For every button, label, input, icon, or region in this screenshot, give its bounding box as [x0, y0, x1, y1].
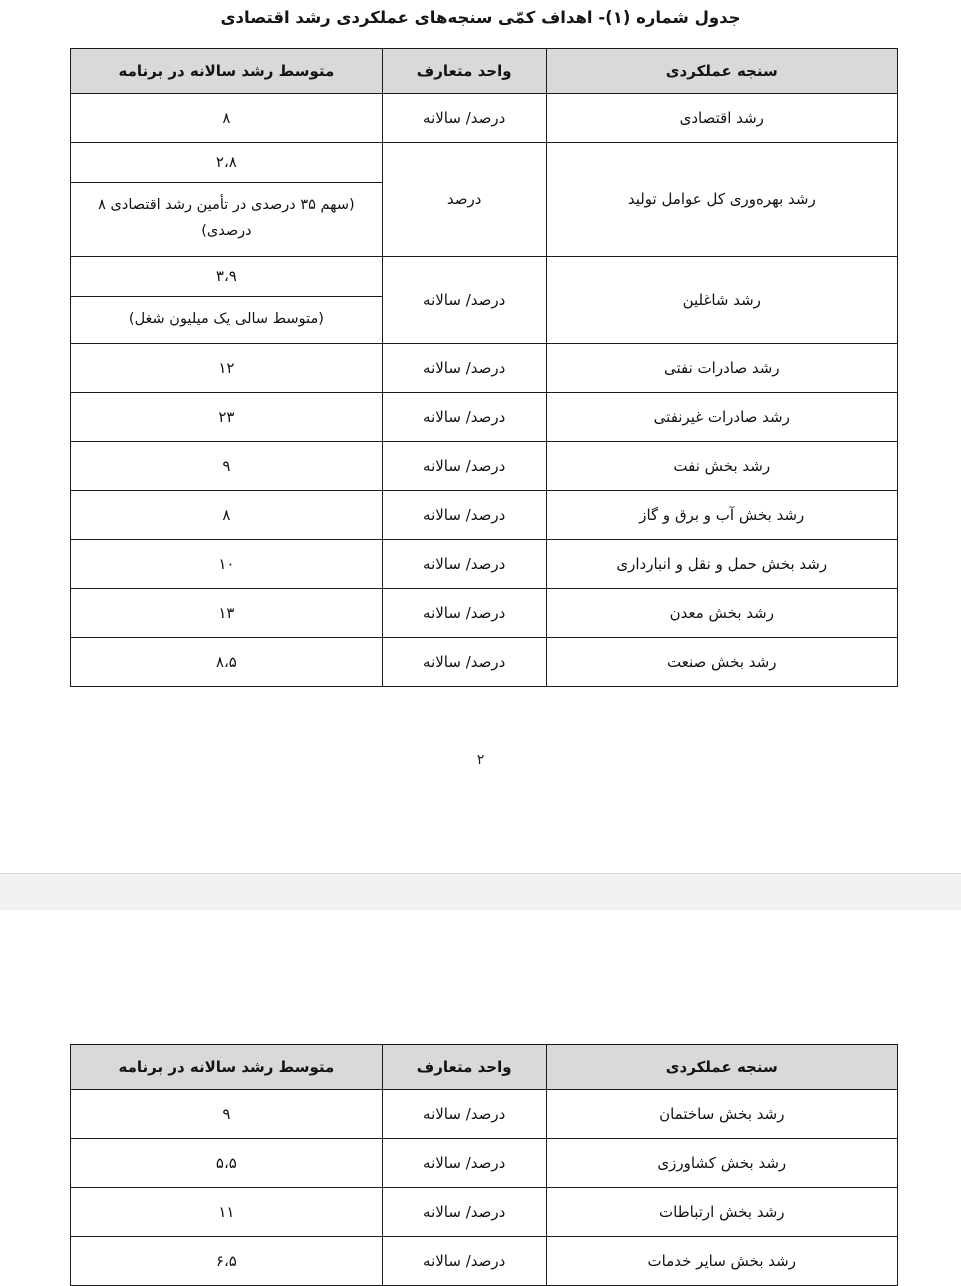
table-header-row: [71, 1045, 898, 1090]
page-break-separator: [0, 873, 961, 910]
table-two-header: [71, 1045, 898, 1090]
table-row: [71, 143, 898, 257]
cell-metric: رشد بخش معدن: [546, 589, 897, 638]
table-row: [71, 1139, 898, 1188]
table-row: [71, 1237, 898, 1286]
cell-metric: رشد بهره‌وری کل عوامل تولید: [546, 143, 897, 257]
cell-value: ۹: [71, 1090, 383, 1139]
table-row: [71, 491, 898, 540]
cell-metric: رشد اقتصادی: [546, 94, 897, 143]
table-row: [71, 589, 898, 638]
cell-unit: درصد/ سالانه: [382, 442, 546, 491]
cell-unit: درصد/ سالانه: [382, 540, 546, 589]
table-row: [71, 393, 898, 442]
cell-unit: درصد: [382, 143, 546, 257]
table-row: [71, 1090, 898, 1139]
cell-unit: درصد/ سالانه: [382, 393, 546, 442]
cell-value: [71, 143, 383, 257]
cell-value-note: (متوسط سالی یک میلیون شغل): [128, 310, 324, 327]
table-row: [71, 257, 898, 344]
cell-metric: رشد صادرات نفتی: [546, 344, 897, 393]
cell-unit: درصد/ سالانه: [382, 94, 546, 143]
cell-unit: درصد/ سالانه: [382, 1139, 546, 1188]
column-header-value: متوسط رشد سالانه در برنامه: [71, 1045, 383, 1090]
cell-unit: درصد/ سالانه: [382, 257, 546, 344]
cell-metric: رشد بخش حمل و نقل و انبارداری: [546, 540, 897, 589]
column-header-value: متوسط رشد سالانه در برنامه: [71, 49, 383, 94]
cell-value: ۱۱: [71, 1188, 383, 1237]
table-one-header: [71, 49, 898, 94]
column-header-unit: واحد متعارف: [382, 49, 546, 94]
cell-value: ۹: [71, 442, 383, 491]
table-row: [71, 94, 898, 143]
cell-unit: درصد/ سالانه: [382, 491, 546, 540]
cell-value: ۸،۵: [71, 638, 383, 687]
cell-value: ۸: [71, 94, 383, 143]
cell-value: ۲۳: [71, 393, 383, 442]
cell-value: ۱۰: [71, 540, 383, 589]
cell-metric: رشد بخش کشاورزی: [546, 1139, 897, 1188]
table-header-row: [71, 49, 898, 94]
column-header-metric: سنجه عملکردی: [546, 49, 897, 94]
table-row: [71, 638, 898, 687]
cell-metric: رشد بخش صنعت: [546, 638, 897, 687]
cell-metric: رشد بخش آب و برق و گاز: [546, 491, 897, 540]
cell-unit: درصد/ سالانه: [382, 638, 546, 687]
table-two-body: [71, 1090, 898, 1286]
cell-unit: درصد/ سالانه: [382, 344, 546, 393]
cell-value: ۱۳: [71, 589, 383, 638]
table-row: [71, 540, 898, 589]
cell-metric: رشد شاغلین: [546, 257, 897, 344]
cell-value-note: (سهم ۳۵ درصدی در تأمین رشد اقتصادی ۸ درصدی): [98, 196, 355, 240]
table-one-body: [71, 94, 898, 687]
cell-unit: درصد/ سالانه: [382, 589, 546, 638]
cell-unit: درصد/ سالانه: [382, 1090, 546, 1139]
cell-metric: رشد بخش نفت: [546, 442, 897, 491]
cell-value-number: ۳،۹: [71, 257, 382, 297]
cell-value: ۶،۵: [71, 1237, 383, 1286]
table-one-container: [70, 48, 898, 687]
cell-unit: درصد/ سالانه: [382, 1237, 546, 1286]
page-number: ۲: [476, 752, 485, 768]
table-row: [71, 442, 898, 491]
document-page-two: [0, 910, 961, 1280]
cell-value: [71, 257, 383, 344]
cell-metric: رشد صادرات غیرنفتی: [546, 393, 897, 442]
cell-value: ۸: [71, 491, 383, 540]
cell-metric: رشد بخش ساختمان: [546, 1090, 897, 1139]
table-row: [71, 1188, 898, 1237]
page-title: جدول شماره (۱)- اهداف کمّی سنجه‌های عملکردی رشد اقتصادی: [220, 8, 741, 27]
table-row: [71, 344, 898, 393]
cell-metric: رشد بخش سایر خدمات: [546, 1237, 897, 1286]
cell-unit: درصد/ سالانه: [382, 1188, 546, 1237]
cell-value: ۵،۵: [71, 1139, 383, 1188]
performance-metrics-table-two: [70, 1044, 898, 1286]
table-two-container: [70, 1044, 898, 1286]
cell-value-number: ۲،۸: [71, 143, 382, 183]
column-header-unit: واحد متعارف: [382, 1045, 546, 1090]
cell-metric: رشد بخش ارتباطات: [546, 1188, 897, 1237]
cell-value: ۱۲: [71, 344, 383, 393]
column-header-metric: سنجه عملکردی: [546, 1045, 897, 1090]
performance-metrics-table-one: [70, 48, 898, 687]
